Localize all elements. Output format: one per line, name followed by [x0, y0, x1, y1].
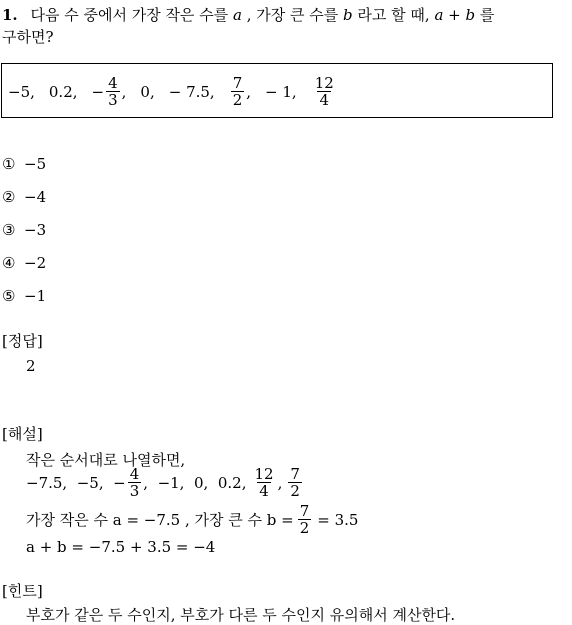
fraction: $\frac{7}{2}$: [299, 502, 310, 537]
solution-label: [해설]: [2, 425, 43, 443]
number-item: − 1,: [265, 82, 297, 101]
choice-value: −2: [24, 254, 47, 272]
choice-2[interactable]: [2, 188, 46, 206]
solution-line-3: 가장 작은 수 a = −7.5 , 가장 큰 수 b = $\frac{7}{2}$ = 3.5: [26, 502, 359, 537]
number-item-fraction: [311, 75, 338, 108]
question-number: 1.: [2, 6, 18, 24]
choice-5[interactable]: [2, 287, 46, 305]
fraction: $\frac{7}{2}$: [290, 465, 300, 500]
number-item-fraction: $\frac{7}{2}$ ,: [232, 74, 252, 109]
choice-mark: ①: [2, 155, 16, 173]
choice-3[interactable]: [2, 221, 46, 239]
choice-value: −5: [24, 155, 47, 173]
numbers-row: [8, 64, 352, 119]
number-item: 0.2,: [48, 82, 78, 101]
question-line-2: 구하면?: [2, 28, 54, 46]
hint-label: [힌트]: [2, 582, 43, 600]
solution-line-1: 작은 순서대로 나열하면,: [26, 451, 186, 469]
fraction: $\frac{12}{4}$: [254, 465, 274, 500]
choice-1[interactable]: [2, 155, 46, 173]
choice-mark: ③: [2, 221, 16, 239]
hint-text: 부호가 같은 두 수인지, 부호가 다른 두 수인지 유의해서 계산한다.: [26, 606, 456, 624]
number-item: − 7.5,: [168, 82, 215, 101]
choice-value: −3: [24, 221, 47, 239]
choice-mark: ⑤: [2, 287, 16, 305]
choice-value: −1: [24, 287, 47, 305]
number-item: 0,: [140, 82, 155, 101]
answer-label: [정답]: [2, 332, 43, 350]
numbers-box: [1, 63, 553, 118]
choice-4[interactable]: [2, 254, 46, 272]
choice-mark: ④: [2, 254, 16, 272]
fraction: $\frac{4}{3}$: [129, 465, 140, 500]
solution-order-line: −7.5, −5, − $\frac{4}{3}$ , −1, 0, 0.2, $\frac{12}{4}$ , $\frac{7}{2}$: [26, 465, 300, 500]
question-line-1: 1. 다음 수 중에서 가장 작은 수를 a , 가장 큰 수를 b 라고 할 때, a + b 를: [2, 6, 495, 24]
fraction: $\frac{4}{3}$: [108, 74, 118, 109]
answer-value: 2: [26, 357, 36, 375]
fraction: $\frac{7}{2}$: [232, 74, 243, 109]
fraction: $\frac{12}{4}$: [314, 74, 334, 109]
solution-line-4: a + b = −7.5 + 3.5 = −4: [26, 538, 216, 556]
choice-value: −4: [24, 188, 47, 206]
number-item: −5,: [8, 82, 35, 101]
number-item-fraction: − $\frac{4}{3}$ ,: [91, 74, 127, 109]
choice-mark: ②: [2, 188, 16, 206]
